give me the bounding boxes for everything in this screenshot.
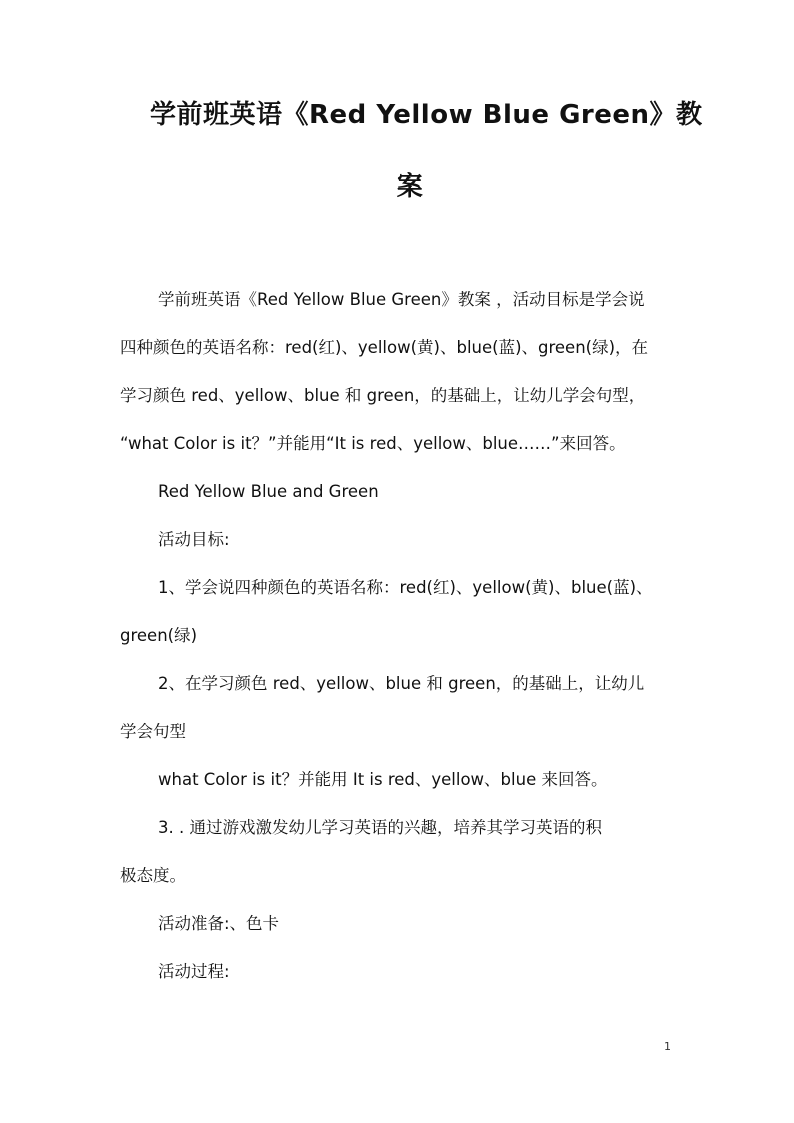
objective-1-line-2: green(绿) bbox=[120, 626, 198, 645]
section-heading-process: 活动过程: bbox=[158, 962, 230, 981]
intro-paragraph-line-1: 学前班英语《Red Yellow Blue Green》教案 ，活动目标是学会说 bbox=[158, 290, 645, 309]
intro-paragraph-line-2: 四种颜色的英语名称：red(红)、yellow(黄)、blue(蓝)、green(绿)，在 bbox=[120, 338, 649, 357]
subtitle-line: Red Yellow Blue and Green bbox=[158, 482, 379, 501]
objective-2-line-1: 2、在学习颜色 red、yellow、blue 和 green，的基础上，让幼儿 bbox=[158, 674, 645, 693]
objective-1-line-1: 1、学会说四种颜色的英语名称：red(红)、yellow(黄)、blue(蓝)、 bbox=[158, 578, 653, 597]
objective-2-line-2: 学会句型 bbox=[120, 722, 186, 741]
objective-2-line-3: what Color is it？并能用 It is red、yellow、blue 来回答。 bbox=[158, 770, 608, 789]
intro-paragraph-line-3: 学习颜色 red、yellow、blue 和 green，的基础上，让幼儿学会句型， bbox=[120, 386, 646, 405]
intro-paragraph-line-4: “what Color is it？”并能用“It is red、yellow、blue……”来回答。 bbox=[120, 434, 626, 453]
objective-3-line-1: 3. . 通过游戏激发幼儿学习英语的兴趣，培养其学习英语的积 bbox=[158, 818, 602, 837]
section-heading-objectives: 活动目标: bbox=[158, 530, 230, 549]
page-number: 1 bbox=[664, 1040, 671, 1053]
document-title-line-1: 学前班英语《Red Yellow Blue Green》教 bbox=[150, 100, 703, 130]
section-heading-preparation: 活动准备:、色卡 bbox=[158, 914, 280, 933]
objective-3-line-2: 极态度。 bbox=[120, 866, 186, 885]
document-title-line-2: 案 bbox=[396, 172, 424, 202]
